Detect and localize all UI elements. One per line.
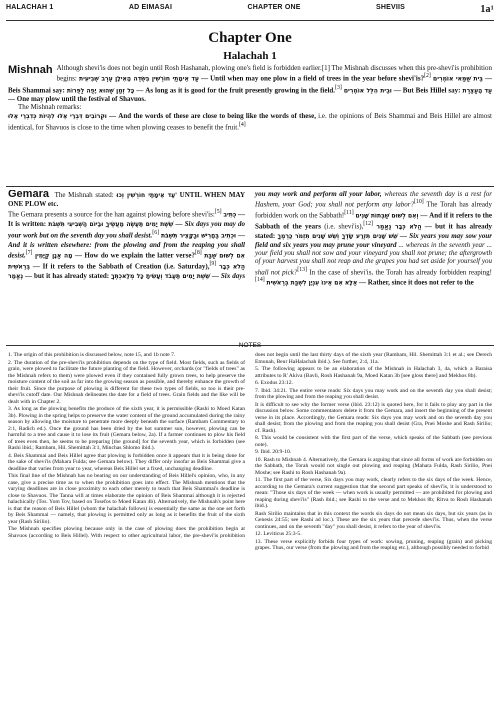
mishnah-bs-english: — Beis Shammai say: <box>8 74 493 95</box>
gemara-note-12: [12] <box>363 221 373 228</box>
note-item: 13. These verse explicitly forbids four types of work: sowing, pruning, reaping (grain) and picking grapes. Thus, our verse (from the plowing and from the reaping etc.), although possibly needed to forbid <box>255 538 492 551</box>
mishnah-bs-hebrew: בֵּית שַׁמַּאי אוֹמְרִים <box>433 75 483 83</box>
header-tractate: AD EIMASAI <box>128 4 173 11</box>
note-item: 6. Exodus 23:12. <box>255 380 293 386</box>
mishnah-bh-english: — But Beis Hillel say: <box>393 86 461 95</box>
gemara-note-8: [8] <box>194 249 202 256</box>
mishnah-intro: Although shevi'is does not begin until Rosh Hashanah, plowing one's field is forbidden earlier.[1] The Mishnah discusses when this pre-shevi'is prohibition begins: <box>56 64 492 83</box>
note-item: The Mishnah specifies plowing because only in the case of plowing does the prohibition begin at Shavuos (according to Beis Hillel). With respect to other agricultural labor, the pre-shevi'is prohibition does not begin until the last thirty days of the sixth year (Rambam, Hil. Shemittah 3:1 et al.; see Derech Emunah, Beur HaHalachah ibid.). See further, 2:4, 11a. <box>8 352 492 539</box>
gemara-g-hebrew: הֲלֹא כְּבָר נֶאֱמַר <box>376 223 422 231</box>
header-rule <box>6 20 494 21</box>
gemara-note-5: [5] <box>214 209 222 216</box>
gemara-section <box>8 190 492 343</box>
header-masechta: SHEVIIS <box>375 4 405 11</box>
gemara-a-english: — If it refers to the Sabbath of Creation (i.e. Saturday), <box>32 262 210 271</box>
note-item: 5. The following appears to be an elaboration of the Mishnah in Halachah 3, 4a, which a Baraisa attributes to R' Akiva (Bavli, Rosh Hashanah 9a, Moed Katan 3b [see gloss there] and Mekhos 8b). <box>255 366 492 379</box>
gemara-k-hebrew: כְּתִיב <box>223 211 237 219</box>
gemara-c-english: — but it has already stated: <box>25 271 110 280</box>
gemara-g-english: — but it has already stated: <box>255 222 492 240</box>
mishnah-bs2-hebrew: כָּל זְמַן שֶׁהוּא יָפֶה לַפֵּרוֹת <box>66 87 135 95</box>
mishnah-bh2-hebrew: עַד הָעֲצֶרֶת <box>462 87 493 95</box>
note-item: 10. Rash to Mishnah 4. Alternatively, the Gemara is arguing that since all forms of work are forbidden on the Sabbath, the Torah would not single out plowing and reaping (Mahara Fulda, Rash Sirilio, Pnei Moshe; see Rashi to Rosh Hashanah 9a). <box>255 456 492 476</box>
note-item: 9. Ibid. 20:9-10. <box>255 449 292 455</box>
mishnah-remark-hebrew: וּקְרוֹבִים דִּבְרֵי אֵלּוּ לִהְיוֹת כְּדִבְרֵי אֵלּוּ <box>8 112 107 120</box>
gemara-k-english: — It is written: <box>8 210 246 228</box>
halachah-title: Halachah 1 <box>223 50 277 62</box>
running-header <box>6 4 494 20</box>
header-chapter: CHAPTER ONE <box>247 4 301 11</box>
mishnah-note-3: [3] <box>335 84 342 91</box>
gemara-label: Gemara <box>8 190 49 200</box>
mishnah-note-4: [4] <box>238 121 246 128</box>
section-rule <box>6 186 494 187</box>
gemara-note-10: [10] <box>413 199 424 206</box>
gemara-e: The Torah has already forbidden work on the Sabbath! <box>255 200 492 220</box>
notes-title: NOTES <box>238 342 262 349</box>
mishnah-remarks: The Mishnah remarks: <box>18 103 82 112</box>
gemara-p2: The Gemara presents a source for the han against plowing before shevi'is: <box>8 210 215 219</box>
mishnah-question-hebrew: עַד אֵימָתַי חוֹרְשִׁין בִּשְׂדֵה הָאִילָן עֶרֶב שְׁבִיעִית <box>79 75 199 83</box>
mishnah-section <box>8 64 492 131</box>
notes-section <box>8 352 492 716</box>
gemara-i: In the case of shevi'is, the Torah has already forbidden reaping! <box>309 267 492 276</box>
gemara-q-hebrew: מָה אֲנָן קַיָּמִין <box>34 252 73 260</box>
gemara-v2-english: — And it is written elsewhere: from the plowing and from the reaping you shall desist. <box>8 231 245 260</box>
gemara-note-13: [13] <box>297 266 308 273</box>
note-item: 4. Beis Shammai and Beis Hillel agree that plowing is forbidden once it appears that it is being done for the sake of shevi'is (Mahara Fulda; see Gemara below). They differ only insofar as Beis Shammai give a deadline that varies from year to year, whereas Beis Hillel set a fixed, unchanging deadline. <box>8 452 245 472</box>
note-item: 11. The first part of the verse, Six days you may work, clearly refers to the six days of the week. Hence, according to the Gemara's current suggestion that the second part speaks of shevi'is, it is understood to mean: "Those six days of the week — when work is usually permitted — are prohibited for plowing and reaping during shevi'is" (Rash ibid.; see Rashi to the verse and to Mekhos 8b; Ritva to Rosh Hashanah ibid.). <box>255 477 492 509</box>
mishnah-note-2: [2] <box>424 73 431 80</box>
gemara-h-hebrew: שֵׁשׁ שָׁנִים תִּזְרַע שָׂדֶךָ וְשֵׁשׁ שָׁנִים תִּזְמֹר כַּרְמֶךָ <box>277 232 398 240</box>
gemara-v1-hebrew: שֵׁשֶׁת יָמִים תַּעֲשֶׂה מַעֲשֶׂיךָ וּבַיּוֹם הַשְּׁבִיעִי תִּשְׁבֹּת <box>48 220 174 228</box>
gemara-v1-english: — Six days you may do your work but on the seventh day you shall desist. <box>8 219 246 240</box>
gemara-p1-english: UNTIL WHEN MAY ONE PLOW etc. <box>8 191 246 209</box>
gemara-a-hebrew: אִם לְשׁוּם שַׁבַּת בְּרֵאשִׁית <box>8 252 246 271</box>
note-item: 12. Leviticus 25:3-5. <box>255 531 302 537</box>
gemara-note-14: [14] <box>255 277 265 284</box>
gemara-f-hebrew: וְאִם לְשׁוּם שַׁבְּתוֹת שָׁנִים <box>355 212 419 220</box>
note-item: 2. The duration of the pre-shevi'is prohibition depends on the type of field. Most fields, such as fields of grain, were plowed to facilitate the future planting of the field. However, orchards (or "fields of trees" as the Mishnah refers to them) were plowed even if they contained fully grown trees, to help preserve the moisture content of the soil as far into the growing season as possible, and thereby enhance the growth of their fruit. Since the purpose of plowing is different for these two types of fields, so too is their pre-shevi'is cutoff date. Our Mishnah delineates the date for a field of trees. Grain fields and the like will be dealt with in Chapter 2. <box>8 359 245 405</box>
mishnah-remark-english: — And the words of these are close to being like the words of these, <box>109 111 316 120</box>
chapter-title: Chapter One <box>208 30 292 46</box>
mishnah-remark-tail: i.e. the opinions of Beis Shammai and Beis Hillel are almost identical, for Shavuos is close to the time when plowing ceases to benefit the fruit. <box>8 111 493 132</box>
gemara-v2-hebrew: וּכְתִיב בֶּחָרִישׁ וּבַקָּצִיר תִּשְׁבֹּת <box>160 232 237 240</box>
note-item: 7. Ibid. 34:21. The entire verse reads: Six days you may work and on the seventh day you shall desist; from the plowing and from the reaping you shall desist. <box>255 387 492 400</box>
gemara-f-english: — And if it refers to the Sabbath of the years <box>255 211 492 231</box>
note-item: Rash Sirilio maintains that in this context the words six days do not mean six days, but six years (as in Genesis 24:55; see Rashi ad loc.). These are the six years that precede shevi'is. Thus, when the verse continues, and on the seventh "day" you shall desist, it refers to the year of shevi'is. <box>255 510 492 530</box>
mishnah-bh2-english: — One may plow until the festival of Shavuos. <box>8 95 146 104</box>
mishnah-label: Mishnah <box>8 64 53 76</box>
gemara-d-tail: whereas the seventh day is a rest for Hashem, your God; you shall not perform any labor? <box>255 190 492 209</box>
gemara-p1: The Mishnah stated: <box>54 191 114 199</box>
gemara-note-11: [11] <box>344 209 354 216</box>
gemara-c-hebrew: הֲלֹא כְּבָר נֶאֱמַר <box>8 263 246 280</box>
gemara-h-tail: ... whereas in the seventh year ... your field you shall not sow and your vineyard you shall not prune; the aftergrowth of your harvest you shall not reap and the grapes you had set aside for yourself you shall not pick? <box>255 241 492 276</box>
note-item: 1. The origin of this prohibition is discussed below, note 15, and 1b note 7. <box>8 352 176 358</box>
mishnah-bh-hebrew: וּבֵית הִלֵּל אוֹמְרִים <box>343 87 392 95</box>
gemara-d-hebrew: שֵׁשֶׁת יָמִים תַּעֲבֹד וְעָשִׂיתָ כָּל מְלַאכְתֶּךָ <box>111 272 210 280</box>
gemara-f-tail: (i.e. shevi'is), <box>320 222 364 231</box>
note-item: 3. As long as the plowing benefits the produce of the sixth year, it is permissible (Rashi to Moed Katan 3b). Plowing in the spring helps to preserve the water content of the ground accumulated during the rainy season by allowing the moisture to penetrate more deeply beneath the surface (Rambam Commentary to 2:1, Radich ed.). Once the ground has been dried by the hot summer sun, however, plowing can be harmful to a tree and cause it to lose its fruit (Gemara below, 2a). If a farmer continues to plow his field of trees even then, he seems to be preparing [the ground] for the seventh year, which is forbidden (see Rashi ibid.; Rambam, Hil. Shemittah 3:1, Minchas Shlomo ibid.). <box>8 406 245 451</box>
gemara-h-english: — Six years you may sow your field and six years you may prune your vineyard <box>255 231 492 249</box>
page-number: 1a¹ <box>480 4 494 15</box>
note-item: 8. This would be consistent with the first part of the verse, which speaks of the Sabbath (see previous note). <box>255 435 492 448</box>
header-halachah: HALACHAH 1 <box>6 4 54 11</box>
note-item: This final line of the Mishnah has no bearing on our understanding of Beis Hillel's opinion, who, in any case, give a precise time as to when the prohibition goes into effect. The Mishnah mentions that the varying deadlines are in close proximity to each other merely to teach that Beis Shammai's deadline is close to Shavuos. The Tanna will at times elaborate the opinion of Beis Shammai although it is rejected halachically (Tos. Yom Tov, based on Tosefos to Moed Katan 4b). Alternatively, the Mishnah's point here is that the reason of Beis Hillel (whom the halachah follows) is essentially the same as the one set forth by Beis Shammai — namely, that plowing is permitted only as long as it benefits the fruit of the sixth year (Rash Sirilio). <box>8 473 245 525</box>
gemara-j-hebrew: אֶלָּא אִם אֵינוֹ עִנְיָן לִשְׁבַּת בְּרֵאשִׁית <box>266 279 358 287</box>
gemara-d-english: — Six days you may work and perform all your labor, <box>211 190 382 280</box>
gemara-p1-hebrew: עַד אֵימָתַי חוֹרְשִׁין וְכוּ' <box>116 192 177 199</box>
gemara-q-english: — How do we explain the latter verse? <box>74 251 195 260</box>
note-item: It is difficult to see why the former verse (ibid. 23:12) is quoted here, for it fails to play any part in the discussion below. Some commentators delete it from the Gemara, and insert the beginning of the present verse in its place. Accordingly, the Gemara reads: Six days you may work and on the seventh day you shall desist; from the plowing and from the reaping you shall desist (Gra, Pnei Moshe and Rash Sirilio; cf. Rash). <box>255 401 492 434</box>
gemara-j-english: — Rather, since it does not refer to the <box>359 278 474 287</box>
mishnah-bs2-english: — As long as it is good for the fruit presently growing in the field. <box>136 86 336 95</box>
mishnah-question-english: — Until when may one plow in a field of trees in the year before shevi'is? <box>200 74 425 83</box>
gemara-note-7: [7] <box>25 249 33 256</box>
gemara-note-9: [9] <box>209 261 217 268</box>
gemara-note-6: [6] <box>152 230 160 237</box>
